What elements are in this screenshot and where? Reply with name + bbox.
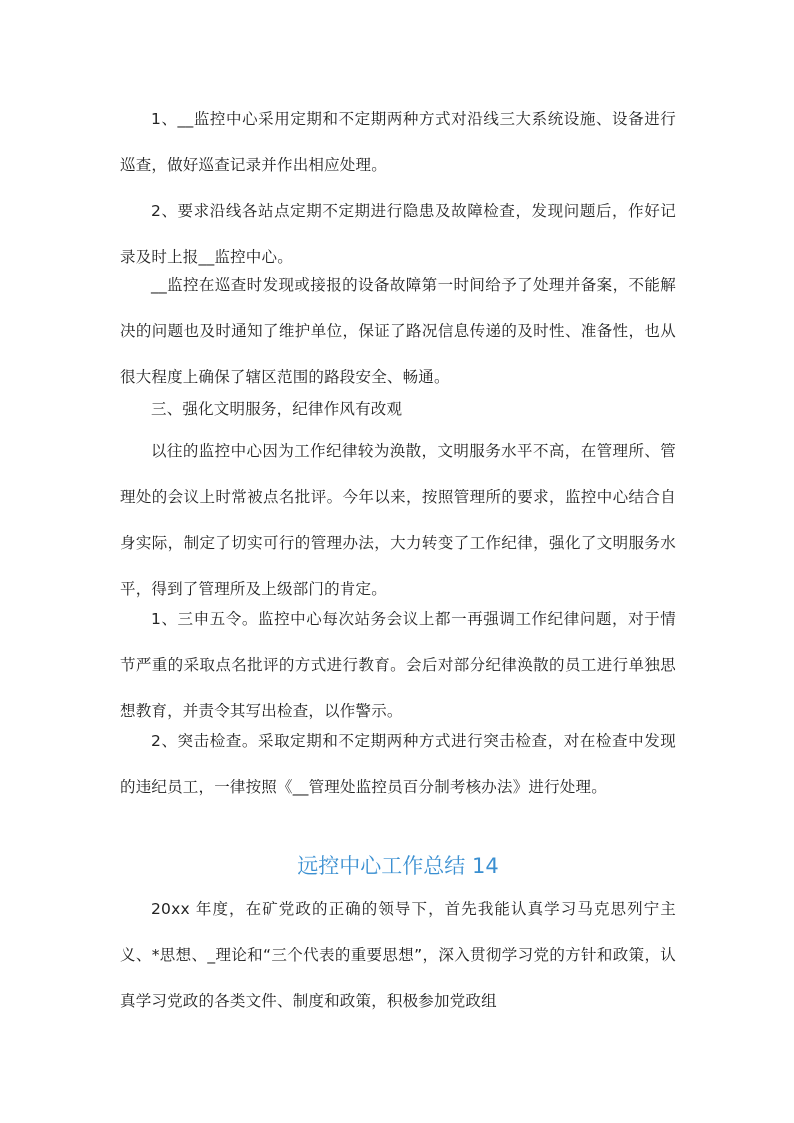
paragraph-3: __监控在巡查时发现或接报的设备故障第一时间给予了处理并备案，不能解决的问题也及时通知了维护单位，保证了路况信息传递的及时性、准备性，也从很大程度上确保了辖区范围的路段安全、畅通。 bbox=[120, 276, 676, 386]
paragraph-6: 2、突击检查。采取定期和不定期两种方式进行突击检查，对在检查中发现的违纪员工，一律按照《__管理处监控员百分制考核办法》进行处理。 bbox=[120, 732, 676, 796]
paragraph-5: 1、三申五令。监控中心每次站务会议上都一再强调工作纪律问题，对于情节严重的采取点名批评的方式进行教育。会后对部分纪律涣散的员工进行单独思想教育，并责令其写出检查，以作警示。 bbox=[120, 610, 676, 720]
paragraph-4: 以往的监控中心因为工作纪律较为涣散，文明服务水平不高，在管理所、管理处的会议上时常被点名批评。今年以来，按照管理所的要求，监控中心结合自身实际，制定了切实可行的管理办法，大力转变了工作纪律，强化了文明服务水平，得到了管理所及上级部门的肯定。 bbox=[120, 442, 676, 598]
section-heading-three: 三、强化文明服务，纪律作风有改观 bbox=[151, 400, 403, 418]
paragraph-1: 1、__监控中心采用定期和不定期两种方式对沿线三大系统设施、设备进行巡查，做好巡查记录并作出相应处理。 bbox=[120, 110, 676, 174]
section-paragraph-1: 20xx 年度，在矿党政的正确的领导下，首先我能认真学习马克思列宁主义、*思想、_理论和“三个代表的重要思想”，深入贯彻学习党的方针和政策，认真学习党政的各类文件、制度和政策，积极参加党政组 bbox=[120, 900, 676, 1010]
section-title: 远控中心工作总结 14 bbox=[297, 854, 499, 878]
paragraph-2: 2、要求沿线各站点定期不定期进行隐患及故障检查，发现问题后，作好记录及时上报__监控中心。 bbox=[120, 202, 676, 266]
